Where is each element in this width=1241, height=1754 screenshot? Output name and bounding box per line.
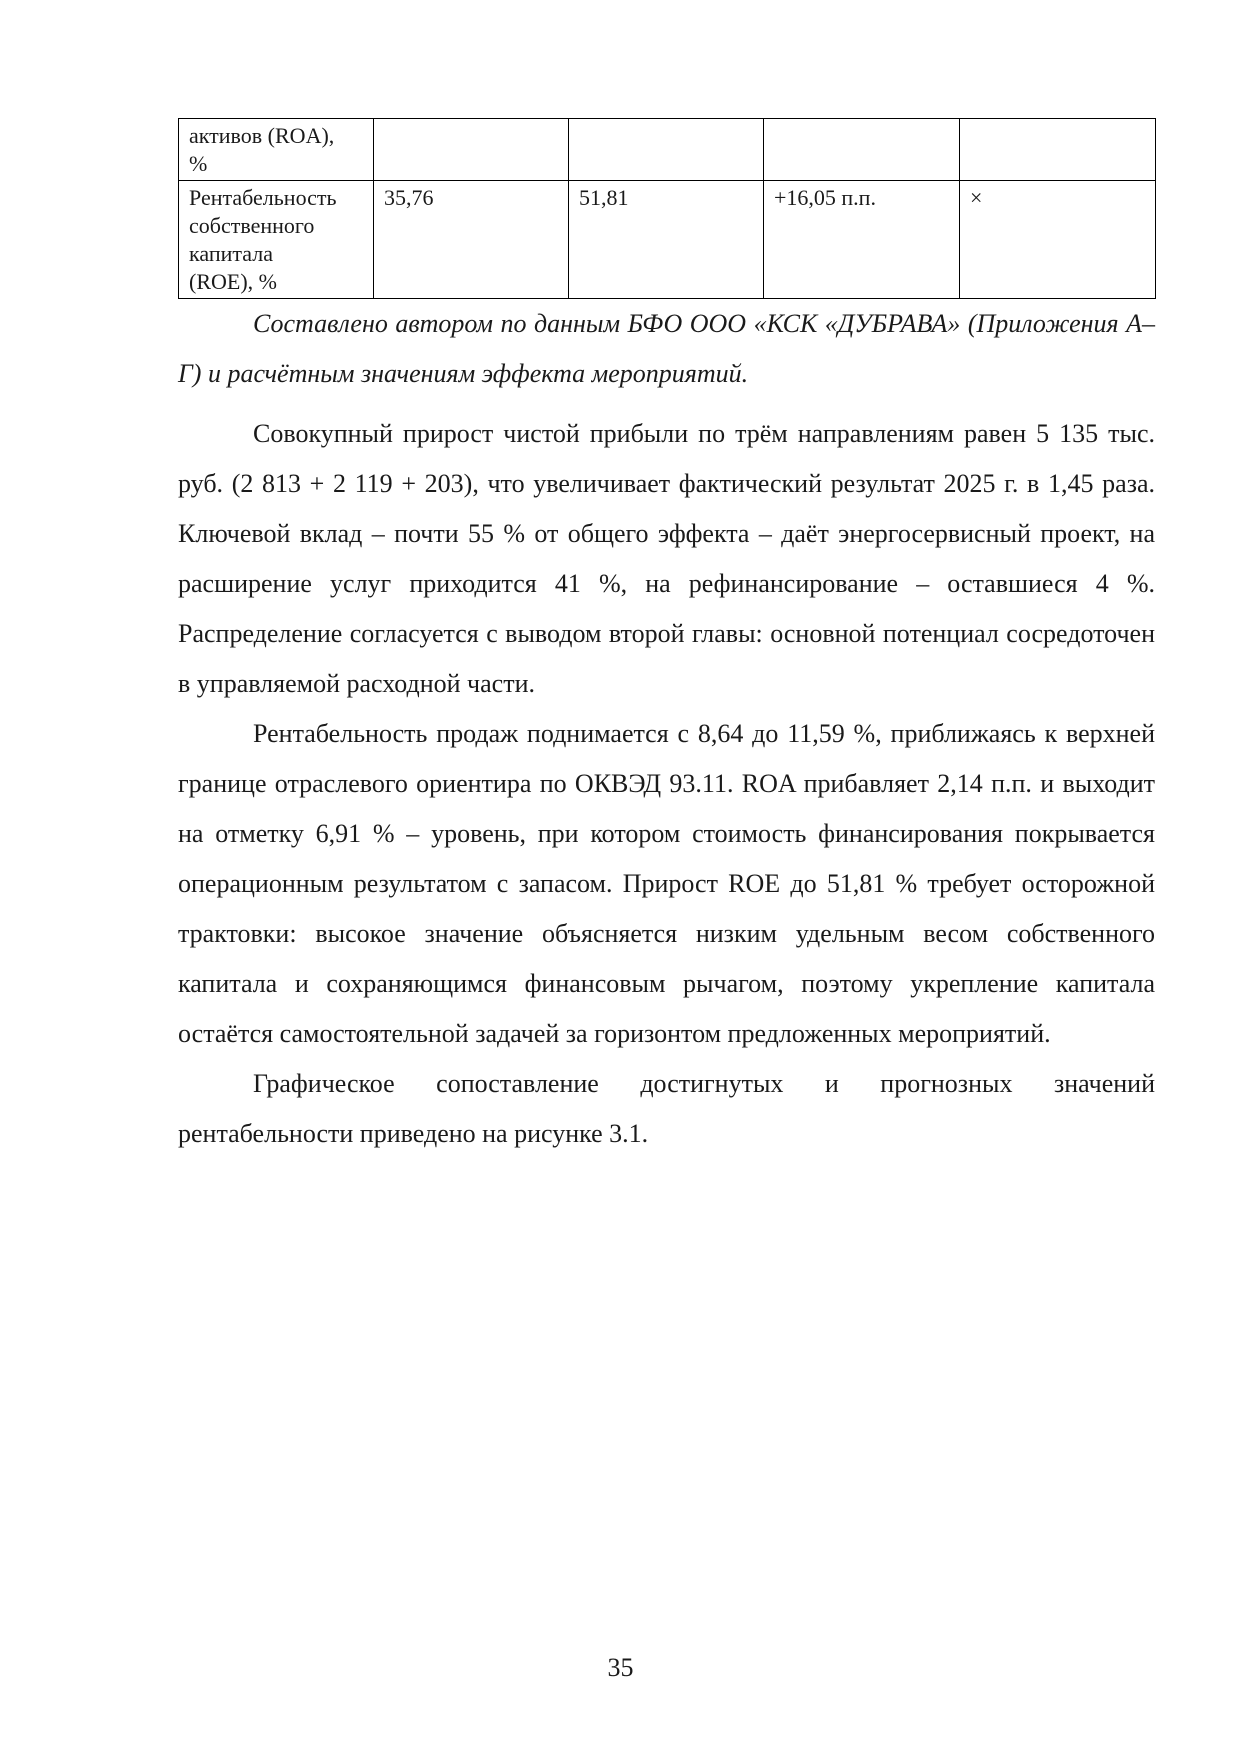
- table-cell: [764, 119, 960, 181]
- indicator-name-line: активов (ROA),: [189, 123, 335, 148]
- indicator-name-line: (ROE), %: [189, 269, 277, 294]
- table-cell: [960, 119, 1156, 181]
- indicator-name-line: Рентабельность: [189, 185, 337, 210]
- table-cell: [374, 119, 569, 181]
- indicator-name-cell: [179, 119, 374, 181]
- table-cell-mark: ×: [960, 181, 1156, 299]
- table-row-roa: [179, 119, 1156, 181]
- table-row-roe: [179, 181, 1156, 299]
- table-cell: [569, 119, 764, 181]
- indicator-name-line: %: [189, 151, 208, 176]
- indicators-table: [178, 118, 1156, 299]
- page-number: 35: [607, 1653, 634, 1682]
- page-content: [178, 118, 1155, 1159]
- indicator-name-cell: [179, 181, 374, 299]
- indicator-name-line: капитала: [189, 241, 273, 266]
- body-paragraph: Совокупный прирост чистой прибыли по трём направлениям равен 5 135 тыс. руб. (2 813 + 2 119 + 203), что увеличивает фактический результат 2025 г. в 1,45 раза. Ключевой вклад – почти 55 % от общего эффекта – даёт энергосервисный проект, на расширение услуг приходится 41 %, на рефинансирование – оставшиеся 4 %. Распределение согласуется с выводом второй главы: основной потенциал сосредоточен в управляемой расходной части.: [178, 419, 1155, 698]
- body-paragraph: Графическое сопоставление достигнутых и прогнозных значений рентабельности приведено на рисунке 3.1.: [178, 1069, 1155, 1148]
- table-cell-change: +16,05 п.п.: [764, 181, 960, 299]
- table-source-note: Составлено автором по данным БФО ООО «КСК «ДУБРАВА» (Приложения А–Г) и расчётным значениям эффекта мероприятий.: [178, 309, 1155, 388]
- table-cell-value-2024: 35,76: [374, 181, 569, 299]
- indicator-name-line: собственного: [189, 213, 315, 238]
- body-paragraph: Рентабельность продаж поднимается с 8,64 до 11,59 %, приближаясь к верхней границе отраслевого ориентира по ОКВЭД 93.11. ROA прибавляет 2,14 п.п. и выходит на отметку 6,91 % – уровень, при котором стоимость финансирования покрывается операционным результатом с запасом. Прирост ROE до 51,81 % требует осторожной трактовки: высокое значение объясняется низким удельным весом собственного капитала и сохраняющимся финансовым рычагом, поэтому укрепление капитала остаётся самостоятельной задачей за горизонтом предложенных мероприятий.: [178, 719, 1155, 1048]
- table-cell-value-forecast: 51,81: [569, 181, 764, 299]
